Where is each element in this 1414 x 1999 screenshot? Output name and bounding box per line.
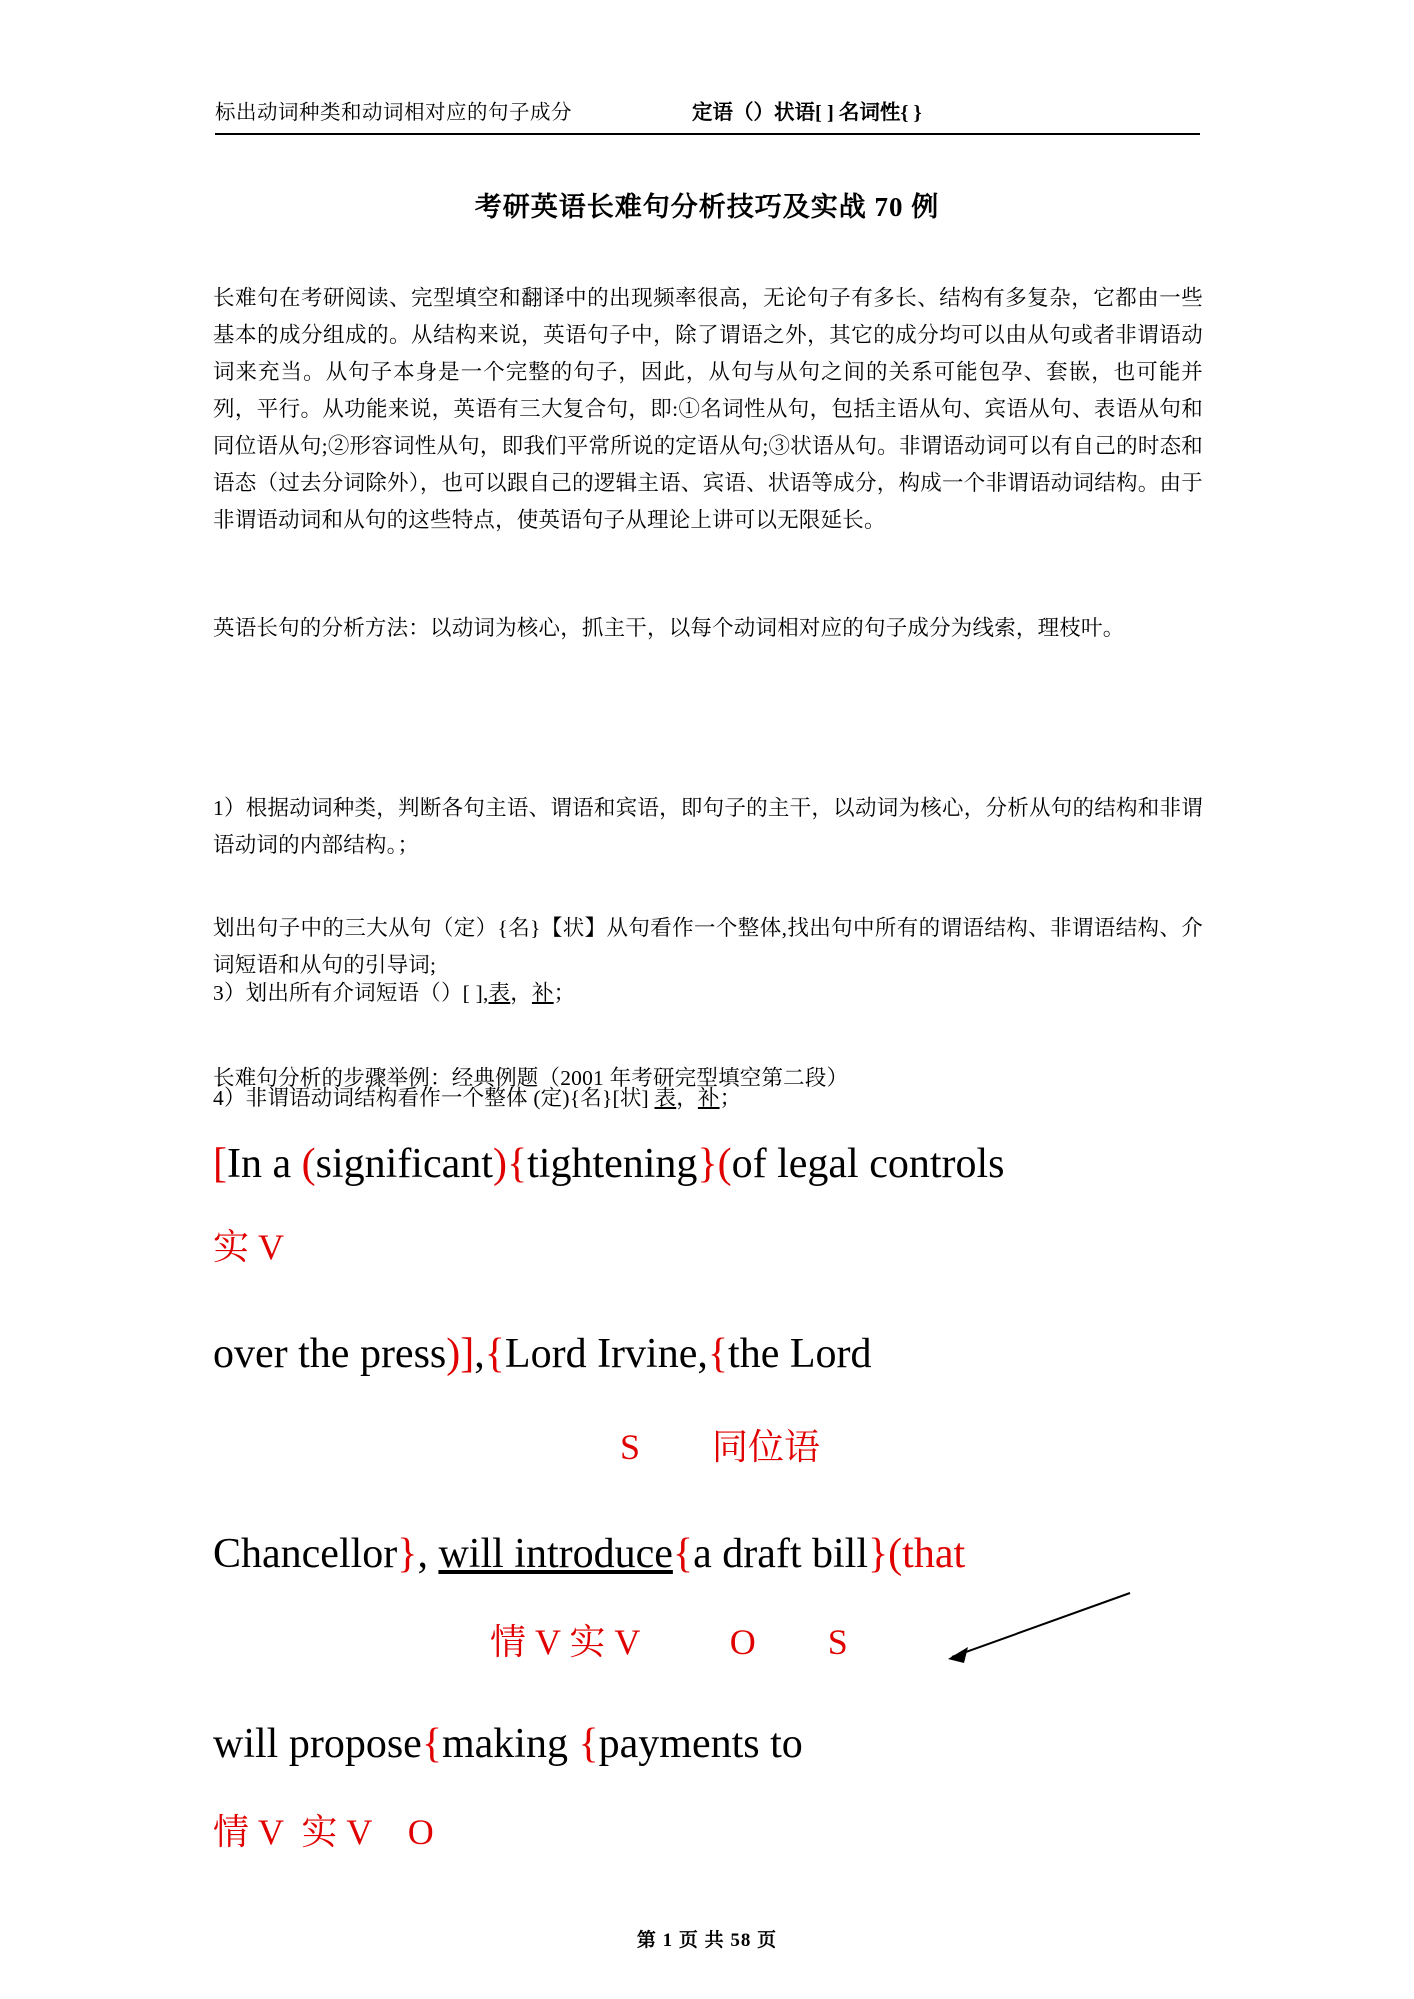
step-3-block <box>213 975 1203 1018</box>
analysis-token: ( <box>301 1141 316 1187</box>
analysis-token: } <box>397 1531 418 1577</box>
paragraph-5-mid: ， <box>510 981 532 1005</box>
analysis-token: In a <box>227 1141 302 1187</box>
analysis-token: a draft bill <box>693 1531 868 1577</box>
analysis-token: { <box>578 1721 599 1767</box>
paragraph-6-mid: ， <box>676 1086 698 1110</box>
analysis-line-3-text <box>213 1530 1313 1578</box>
analysis-token: tightening <box>527 1141 698 1187</box>
analysis-token: { <box>672 1531 694 1577</box>
analysis-token: significant <box>315 1141 493 1187</box>
paragraph-5-suffix: ； <box>553 981 576 1005</box>
analysis-token: )] <box>446 1331 475 1377</box>
analysis-line-4 <box>213 1720 1313 1768</box>
analysis-token: ) <box>492 1141 507 1187</box>
example-intro: 长难句分析的步骤举例：经典例题（2001 年考研完型填空第二段） <box>213 1066 849 1090</box>
analysis-token: [ <box>213 1141 227 1187</box>
analysis-token: that <box>902 1531 966 1577</box>
annotation-arrow-icon <box>930 1585 1150 1675</box>
paragraph-2: 英语长句的分析方法：以动词为核心，抓主干，以每个动词相对应的句子成分为线索，理枝叶。 <box>213 616 1125 640</box>
paragraph-6-underline-2: 补 <box>697 1086 720 1110</box>
analysis-token: of legal controls <box>731 1141 1005 1187</box>
analysis-marks-4 <box>213 1810 1313 1854</box>
analysis-token: { <box>484 1331 505 1377</box>
step-1-block <box>213 790 1203 870</box>
page-title: 考研英语长难句分析技巧及实战 70 例 <box>474 192 940 222</box>
analysis-token: { <box>506 1141 528 1187</box>
analysis-line-3 <box>213 1530 1313 1578</box>
paragraph-6-suffix: ； <box>719 1086 742 1110</box>
paragraph-4: 划出句子中的三大从句（定）{名}【状】从句看作一个整体,找出句中所有的谓语结构、非谓语结构、介词短语和从句的引导词; <box>213 916 1203 977</box>
header-right-note: 定语（）状语[ ] 名词性{ } <box>692 102 922 124</box>
analysis-marks-4-text: 情 V 实 V O <box>213 1812 434 1852</box>
header-left-note: 标出动词种类和动词相对应的句子成分 <box>215 102 572 124</box>
analysis-token: } <box>868 1531 889 1577</box>
analysis-token: will introduce <box>438 1531 673 1577</box>
analysis-token: making <box>441 1721 579 1767</box>
analysis-token: , <box>417 1531 439 1577</box>
analysis-line-4-text <box>213 1720 1313 1768</box>
analysis-token: ( <box>717 1141 732 1187</box>
analysis-line-1-text <box>213 1140 1313 1188</box>
analysis-token: Lord Irvine, <box>504 1331 708 1377</box>
paragraph-6-underline-1: 表 <box>654 1086 677 1110</box>
paragraph-6-prefix: 4）非谓语动词结构看作一个整体 (定){名}[状] <box>213 1086 655 1110</box>
example-intro-block <box>213 1060 1203 1103</box>
intro-paragraph-block <box>213 280 1203 545</box>
page-header <box>215 95 1200 135</box>
paragraph-5-underline-1: 表 <box>488 981 511 1005</box>
page-footer: 第 1 页 共 58 页 <box>636 1930 778 1951</box>
paragraph-1: 长难句在考研阅读、完型填空和翻译中的出现频率很高，无论句子有多长、结构有多复杂，它都由一些基本的成分组成的。从结构来说，英语句子中，除了谓语之外，其它的成分均可以由从句或者非谓语动词来充当。从句子本身是一个完整的句子，因此，从句与从句之间的关系可能包孕、套嵌，也可能并列，平行。从功能来说，英语有三大复合句，即:①名词性从句，包括主语从句、宾语从句、表语从句和同位语从句;②形容词性从句，即我们平常所说的定语从句;③状语从句。非谓语动词可以有自己的时态和语态（过去分词除外），也可以跟自己的逻辑主语、宾语、状语等成分，构成一个非谓语动词结构。由于非谓语动词和从句的这些特点，使英语句子从理论上讲可以无限延长。 <box>213 286 1203 532</box>
analysis-token: , <box>474 1331 485 1377</box>
analysis-marks-2 <box>620 1425 1414 1469</box>
analysis-token: } <box>697 1141 718 1187</box>
analysis-line-1 <box>213 1140 1313 1188</box>
analysis-token: Chancellor <box>213 1531 398 1577</box>
paragraph-3: 1）根据动词种类，判断各句主语、谓语和宾语，即句子的主干，以动词为核心，分析从句的结构和非谓语动词的内部结构。； <box>213 796 1203 857</box>
analysis-marks-3-text: 情 V 实 V O S <box>490 1622 848 1662</box>
analysis-token: payments to <box>598 1721 803 1767</box>
analysis-token: { <box>707 1331 729 1377</box>
analysis-token: over the press <box>213 1331 447 1377</box>
paragraph-5 <box>213 975 1203 1012</box>
analysis-token: the Lord <box>728 1331 872 1377</box>
analysis-token: ( <box>888 1531 903 1577</box>
analysis-line-2 <box>213 1330 1313 1378</box>
paragraph-5-prefix: 3）划出所有介词短语（）[ ], <box>213 981 489 1005</box>
paragraph-5-underline-2: 补 <box>531 981 554 1005</box>
method-paragraph-block <box>213 610 1203 653</box>
analysis-marks-2-text: S 同位语 <box>620 1427 821 1467</box>
analysis-marks-1-text: 实 V <box>213 1227 284 1267</box>
analysis-token: will propose <box>213 1721 422 1767</box>
analysis-marks-1 <box>213 1225 1313 1269</box>
analysis-token: { <box>421 1721 442 1767</box>
analysis-line-2-text <box>213 1330 1313 1378</box>
